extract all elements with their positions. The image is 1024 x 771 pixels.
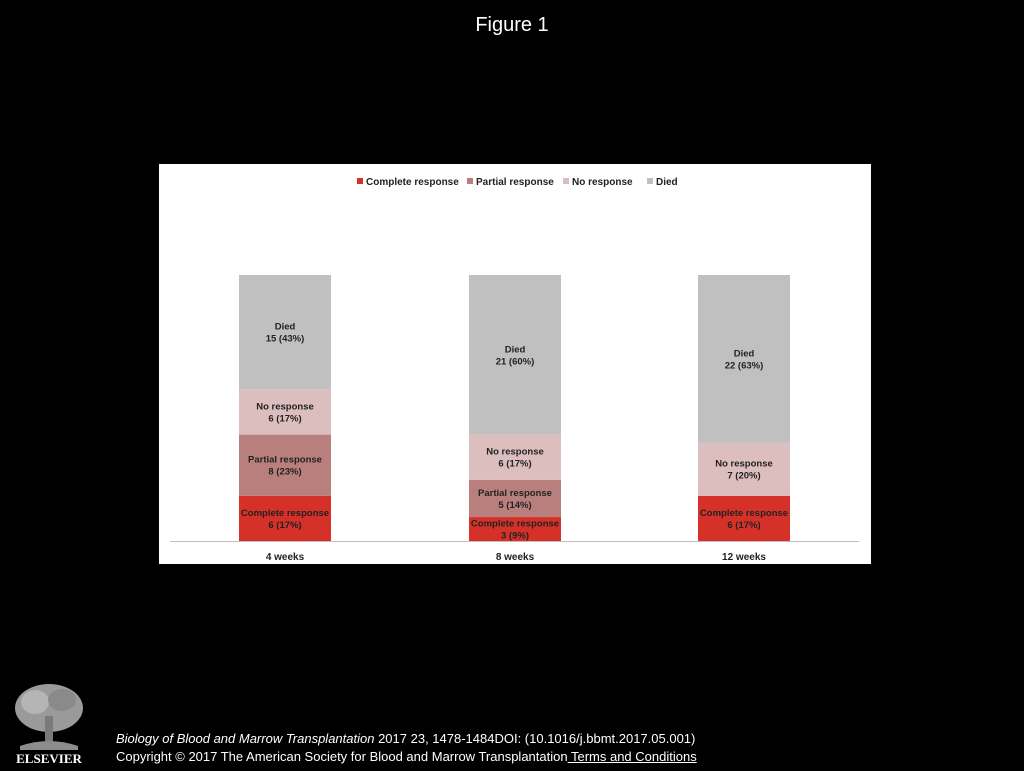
citation-block xyxy=(116,730,697,766)
elsevier-logo xyxy=(10,680,88,766)
legend-label-partial-response: Partial response xyxy=(476,177,554,188)
legend-label-no-response: No response xyxy=(572,177,633,188)
data-label-line: 15 (43%) xyxy=(265,333,305,345)
legend-label-died: Died xyxy=(656,177,678,188)
data-label-line: 6 (17%) xyxy=(268,413,302,425)
legend-swatch-partial-response xyxy=(467,178,473,184)
data-label-line: 21 (60%) xyxy=(495,356,535,368)
data-label-line: No response xyxy=(715,458,773,470)
data-label-line: Died xyxy=(504,344,526,356)
legend-item-complete-response xyxy=(357,177,459,188)
legend-swatch-complete-response xyxy=(357,178,363,184)
legend-swatch-no-response xyxy=(563,178,569,184)
legend-item-partial-response xyxy=(467,177,554,188)
x-tick-label-8-weeks: 8 weeks xyxy=(495,552,535,563)
elsevier-tree-icon xyxy=(10,680,88,766)
data-label-line: No response xyxy=(486,446,544,458)
figure-title: Figure 1 xyxy=(475,14,549,36)
legend-swatch-died xyxy=(647,178,653,184)
data-label-line: 6 (17%) xyxy=(727,519,761,531)
data-label-line: 22 (63%) xyxy=(724,360,764,372)
citation-details: 2017 23, 1478-1484DOI: (10.1016/j.bbmt.2017.05.001) xyxy=(374,731,696,746)
copyright-line xyxy=(116,748,697,766)
data-label-line: Complete response xyxy=(470,518,560,530)
data-label-line: 5 (14%) xyxy=(498,499,532,511)
journal-name: Biology of Blood and Marrow Transplantation xyxy=(116,731,375,746)
x-tick-label-12-weeks: 12 weeks xyxy=(722,552,766,563)
legend-item-no-response xyxy=(563,177,633,188)
legend-item-died xyxy=(647,177,678,188)
data-label-line: 3 (9%) xyxy=(501,530,529,542)
data-label-line: No response xyxy=(256,401,314,413)
data-label-line: 6 (17%) xyxy=(498,458,532,470)
data-label-line: Complete response xyxy=(240,507,330,519)
data-label-line: Partial response xyxy=(248,454,322,466)
legend-label-complete-response: Complete response xyxy=(366,177,459,188)
data-label-line: Died xyxy=(274,321,296,333)
data-label-line: 6 (17%) xyxy=(268,519,302,531)
data-label-line: Partial response xyxy=(478,487,552,499)
data-label-line: 7 (20%) xyxy=(727,470,761,482)
data-label-line: Died xyxy=(733,348,755,360)
x-tick-label-4-weeks: 4 weeks xyxy=(265,552,305,563)
data-label-line: Complete response xyxy=(699,507,789,519)
citation-line xyxy=(116,730,697,748)
copyright-text: Copyright © 2017 The American Society for Blood and Marrow Transplantation xyxy=(116,749,568,764)
terms-and-conditions-link[interactable]: Terms and Conditions xyxy=(567,749,697,764)
chart-panel xyxy=(159,164,871,564)
data-label-line: 8 (23%) xyxy=(268,466,302,478)
stacked-bar-chart xyxy=(159,164,871,564)
publisher-name: ELSEVIER xyxy=(16,751,82,766)
